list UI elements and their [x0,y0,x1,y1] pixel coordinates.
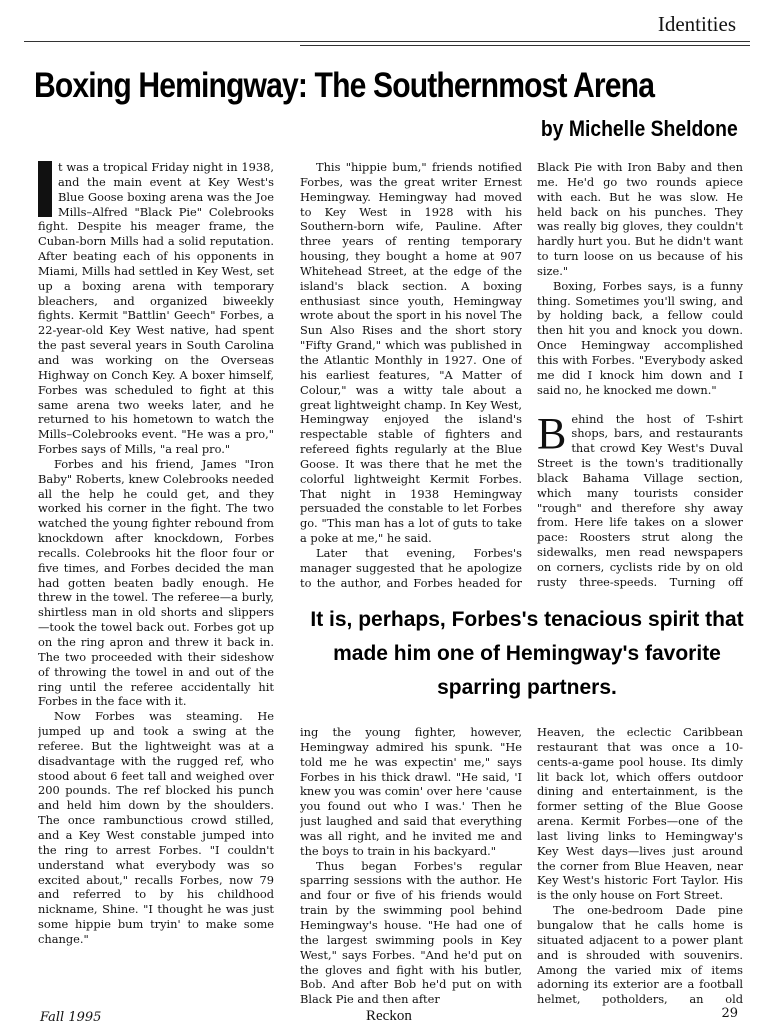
column-1 [38,160,274,1008]
paragraph: Now Forbes was steaming. He jumped up and took a swing at the referee. But the lightweight was at a disadvantage with the rugged ref, who stood about 6 feet tall and weighed over 200 pounds. The ref blocked his punch and held him down by the shoulders. The once rambunctious crowd stilled, and a Key West constable jumped into the ring to arrest Forbes. "I couldn't understand what everybody was so excited about," recalls Forbes, now 79 and referred to by his childhood nickname, Shine. "I thought he was just some hippie bum tryin' to make some change." [38,709,274,946]
section-label: Identities [657,12,736,36]
paragraph: ing the young fighter, however, Hemingway admired his spunk. "He told me he was expectin' me," says Forbes in his thick drawl. "He said, 'I knew you was comin' over here 'cause you found out who I was.' Then he just laughed and said that everything was all right, and he invited me and the boys to train in his backyard." [300,725,522,858]
paragraph: Thus began Forbes's regular sparring sessions with the author. He and four or five of his friends would train by the swimming pool behind Hemingway's house. "He had one of the largest swimming pools in Key West," says Forbes. "And he'd put on the gloves and fight with his butler, Bob. And after Bob he'd put on with Black Pie and then after [300,858,522,1007]
column-3-top [537,160,743,590]
paragraph: This "hippie bum," friends notified Forbes, was the great writer Ernest Hemingway. Hemingway had moved to Key West in 1928 with his Southern-born wife, Pauline. After three years of renting temporary housing, they bought a home at 907 Whitehead Street, at the edge of the island's black section. A boxing enthusiast since youth, Hemingway wrote about the sport in his novel The Sun Also Rises and the short story "Fifty Grand," which was published in the Atlantic Monthly in 1927. One of his earliest features, "A Matter of Colour," was a witty tale about a great lightweight champ. In Key West, Hemingway enjoyed the island's respectable stable of fighters and refereed fights regularly at the Blue Goose. It was there that he met the colorful lightweight Kermit Forbes. That night in 1938 Hemingway persuaded the constable to let Forbes go. "This man has a lot of guts to take a poke at me," he said. [300,160,522,546]
page-number: 29 [721,1006,738,1021]
paragraph: t was a tropical Friday night in 1938, and the main event at Key West's Blue Goose boxing arena was the Joe Mills–Alfred "Black Pie" Colebrooks fight. Despite his meager frame, the Cuban-born Mills had a solid reputation. After beating each of his opponents in Miami, Mills had settled in Key West, set up a boxing arena with temporary bleachers, and organized biweekly fights. Kermit "Battlin' Geech" Forbes, a 22-year-old Key West native, had spent the past several years in South Carolina and was working on the Overseas Highway on Conch Key. A boxer himself, Forbes was scheduled to fight at this same arena two weeks later, and he returned to his hometown to watch the Mills–Colebrooks event. "He was a pro," Forbes says of Mills, "a real pro." [38,160,274,457]
footer-publication: Reckon [366,1008,412,1024]
column-2-top [300,160,522,590]
header-rule [24,41,750,42]
section-break [537,398,743,412]
paragraph: Boxing, Forbes says, is a funny thing. Sometimes you'll swing, and by holding back, a fellow could then hit you and knock you down. Once Hemingway accomplished this with Forbes. "Everybody asked me did I knock him down and I said no, he knocked me down." [537,278,743,397]
drop-cap-i [38,161,52,217]
paragraph: Black Pie with Iron Baby and then me. He'd go two rounds apiece with each. But he was slow. He held back on his punches. They was really big gloves, they couldn't hardly hurt you. But he didn't want to turn loose on us because of his size." [537,160,743,278]
byline: by Michelle Sheldone [541,116,738,141]
footer-issue: Fall 1995 [40,1010,102,1025]
paragraph: The one-bedroom Dade pine bungalow that he calls home is situated adjacent to a power plant and is shrouded with souvenirs. Among the varied mix of items adorning its exterior are a football helmet, potholders, an old [537,903,743,1007]
paragraph: Forbes and his friend, James "Iron Baby" Roberts, knew Colebrooks needed all the help he could get, and they worked his corner in the fight. The two watched the young fighter rebound from knockdown after knockdown, Forbes recalls. Colebrooks hit the floor four or five times, and Forbes decided the man had gotten beaten badly enough. He threw in the towel. The referee—a burly, shirtless man in old shorts and slippers—took the towel back out. Forbes got up on the ring apron and threw it back in. The two proceeded with their sideshow of throwing the towel in and out of the ring until the referee accidentally hit Forbes in the face with it. [38,456,274,709]
paragraph: Heaven, the eclectic Caribbean restaurant that was once a 10-cents-a-game pool house. Its dimly lit back lot, which offers outdoor dining and entertainment, is the former setting of the Blue Goose arena. Kermit Forbes—one of the last living links to Hemingway's Key West days—lives just around the corner from Blue Heaven, near Key West's historic Fort Taylor. His is the only house on Fort Street. [537,725,743,903]
column-2-bottom [300,725,522,1008]
header-rule-secondary [300,45,750,46]
column-3-bottom [537,725,743,1008]
paragraph: Later that evening, Forbes's manager suggested that he apologize to the author, and Forbes headed for [300,545,522,590]
drop-cap-b: B [537,408,567,458]
article-title: Boxing Hemingway: The Southernmost Arena [34,66,655,105]
paragraph: ehind the host of T-shirt shops, bars, and restaurants that crowd Key West's Duval Street is the town's traditionally black Bahama Village section, which many tourists consider "rough" and therefore shy away from. Here life takes on a slower pace: Roosters strut along the sidewalks, men read newspapers on corners, cyclists ride by on old rusty three-speeds. Turning off [537,411,743,589]
pull-quote: It is, perhaps, Forbes's tenacious spirit that made him one of Hemingway's favorite sparring partners. [310,608,744,699]
